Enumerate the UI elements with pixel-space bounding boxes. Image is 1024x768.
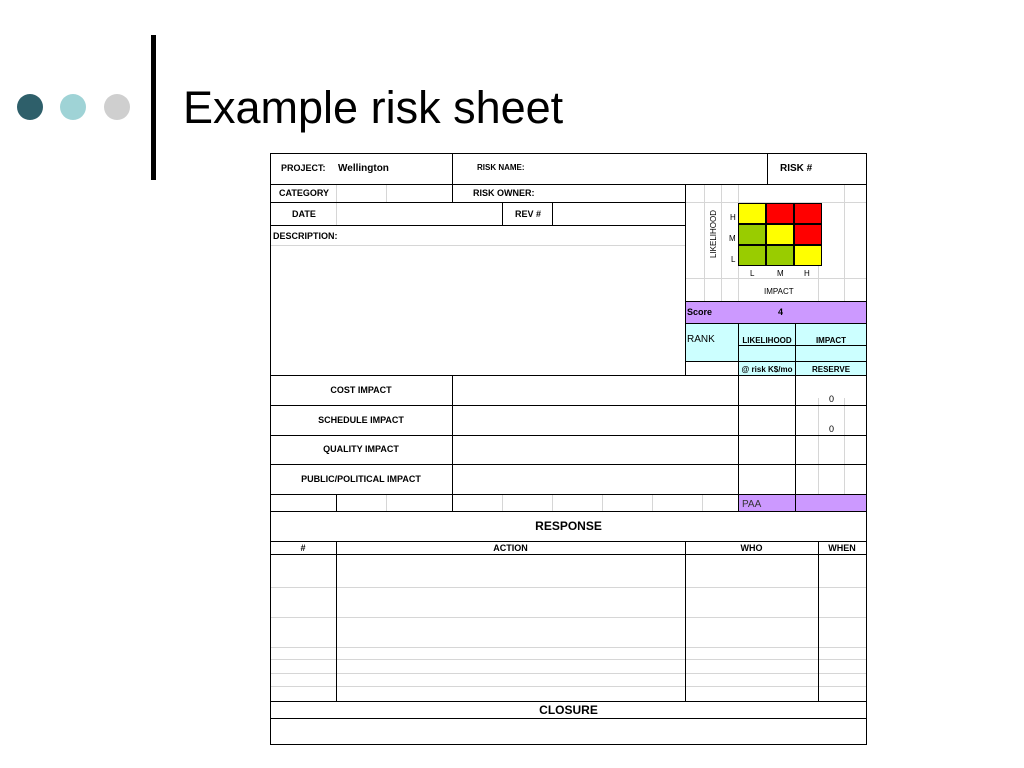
- public-political-impact-label: PUBLIC/POLITICAL IMPACT: [301, 474, 421, 484]
- date-label: DATE: [292, 209, 316, 219]
- matrix-col-label-m: M: [777, 269, 784, 278]
- rank-impact-label: IMPACT: [815, 336, 847, 345]
- risk-matrix-cell: [766, 224, 794, 245]
- score-value: 4: [778, 307, 784, 317]
- col-header-action: ACTION: [493, 543, 528, 553]
- impact-axis-label: IMPACT: [764, 287, 794, 296]
- response-title: RESPONSE: [535, 519, 602, 533]
- col-header-when: WHEN: [828, 543, 856, 553]
- schedule-impact-label: SCHEDULE IMPACT: [318, 415, 404, 425]
- risk-matrix-cell: [794, 203, 822, 224]
- description-label: DESCRIPTION:: [273, 231, 338, 241]
- quality-impact-label: QUALITY IMPACT: [323, 444, 399, 454]
- risk-name-label: RISK NAME:: [477, 163, 525, 172]
- paa-label: PAA: [742, 499, 762, 510]
- risk-owner-label: RISK OWNER:: [473, 188, 535, 198]
- risk-sheet: [270, 153, 867, 745]
- project-label: PROJECT:: [281, 163, 326, 173]
- schedule-reserve-value: 0: [829, 424, 835, 434]
- category-label: CATEGORY: [279, 188, 330, 198]
- cost-reserve-value: 0: [829, 394, 835, 404]
- risk-number-label: RISK #: [780, 163, 813, 174]
- cost-impact-label: COST IMPACT: [330, 385, 392, 395]
- title-divider: [151, 35, 156, 180]
- col-header-who: WHO: [740, 543, 763, 553]
- matrix-row-label-h: H: [730, 213, 736, 222]
- score-bar: [685, 302, 866, 323]
- at-risk-label: @ risk K$/mo: [741, 365, 793, 374]
- col-header-num: #: [300, 543, 306, 553]
- risk-matrix-cell: [766, 203, 794, 224]
- risk-matrix-cell: [738, 245, 766, 266]
- likelihood-axis-label: LIKELIHOOD: [709, 209, 718, 258]
- closure-title: CLOSURE: [539, 703, 598, 717]
- matrix-row-label-m: M: [729, 234, 736, 243]
- risk-matrix-cell: [766, 245, 794, 266]
- reserve-label: RESERVE: [811, 365, 851, 374]
- rev-label: REV #: [515, 209, 542, 219]
- project-value: Wellington: [338, 163, 389, 174]
- score-label: Score: [687, 307, 713, 317]
- matrix-col-label-l: L: [750, 269, 755, 278]
- bullet-dot-1: [17, 94, 43, 120]
- risk-matrix-cell: [794, 245, 822, 266]
- bullet-dot-2: [60, 94, 86, 120]
- matrix-col-label-h: H: [804, 269, 810, 278]
- rank-label: RANK: [687, 334, 715, 345]
- matrix-row-label-l: L: [731, 255, 736, 264]
- risk-matrix-cell: [738, 203, 766, 224]
- bullet-dot-3: [104, 94, 130, 120]
- rank-likelihood-label: LIKELIHOOD: [742, 336, 792, 345]
- risk-matrix-cell: [794, 224, 822, 245]
- risk-matrix-cell: [738, 224, 766, 245]
- slide-title: Example risk sheet: [183, 82, 564, 133]
